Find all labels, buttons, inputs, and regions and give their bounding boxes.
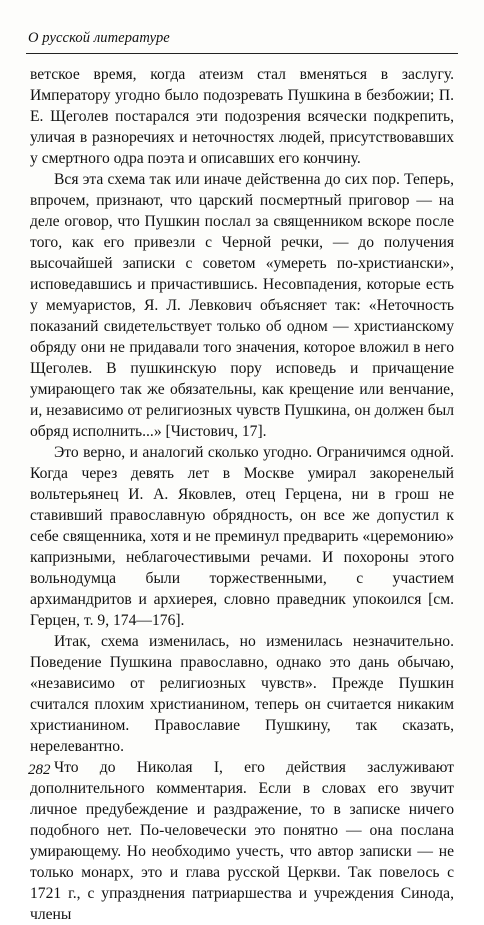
running-title: О русской литературе <box>28 30 170 46</box>
paragraph-1: ветское время, когда атеизм стал вменяться в заслугу. Императору угодно было подозревать Пушкина в безбожии; П. Е. Щеголев постарался эти подозрения всячески подкрепить, уличая в разноречиях и неточностях людей, присутствовавших у смертного одра поэта и описавших его кончину. <box>30 66 454 167</box>
page-number: 282 <box>28 762 51 778</box>
paragraph-3: Это верно, и аналогий сколько угодно. Ограничимся одной. Когда через девять лет в Москве умирал закоренелый вольтерьянец И. А. Яковлев, отец Герцена, ни в грош не ставивший православную обрядность, он все же допустил к себе священника, хотя и не преминул предварить «церемонию» капризными, неблагочестивыми речами. И похороны этого вольнодумца были торжественными, с участием архимандритов и архиерея, словно праведник упокоился [см. Герцен, т. 9, 174—176]. <box>30 444 454 629</box>
paragraph-2: Вся эта схема так или иначе действенна до сих пор. Теперь, впрочем, признают, что царский посмертный приговор — на деле оговор, что Пушкин послал за священником вскоре после того, как его привезли с Черной речки, — до получения высочайшей записки с советом «умереть по-христиански», исповедавшись и причастившись. Несовпадения, которые есть у мемуаристов, Я. Л. Левкович объясняет так: «Неточность показаний свидетельствует только об одном — христианскому обряду они не придавали того значения, которое вложил в него Щеголев. В пушкинскую пору исповедь и причащение умирающего так же обязательны, как крещение или венчание, и, независимо от религиозных чувств Пушкина, он должен был обряд исполнить...» [Чистович, 17]. <box>30 171 454 440</box>
header-rule <box>26 53 458 54</box>
paragraph-4: Итак, схема изменилась, но изменилась незначительно. Поведение Пушкина православно, однако это дань обычаю, «независимо от религиозных чувств». Прежде Пушкин считался плохим христианином, теперь он считается никаким христианином. Православие Пушкину, так сказать, нерелевантно. <box>30 633 454 755</box>
body-text <box>30 64 454 925</box>
paragraph-5: Что до Николая I, его действия заслуживают дополнительного комментария. Если в словах его звучит личное предубеждение и раздражение, то в записке ничего подобного нет. По-человечески это понятно — она послана умирающему. Но необходимо учесть, что автор записки — не только монарх, это и глава русской Церкви. Так повелось с 1721 г., с упразднения патриаршества и учреждения Синода, члены <box>30 759 454 923</box>
